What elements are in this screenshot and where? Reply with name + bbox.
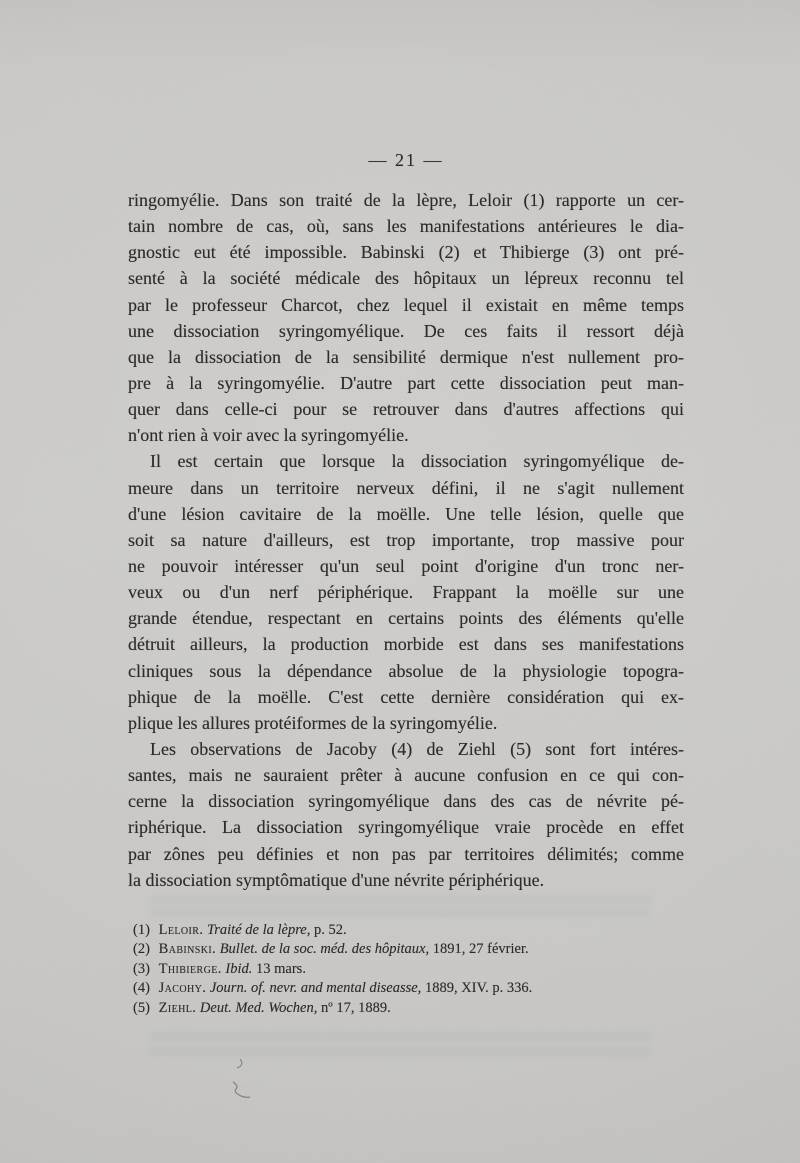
footnote-detail: 1889, XIV. p. 336. [424, 980, 533, 997]
text-line: tain nombre de cas, où, sans les manifestations antérieures le dia- [128, 216, 684, 237]
bleed-through-ghost [150, 895, 650, 904]
text-line: grande étendue, respectant en certains points des éléments qu'elle [128, 608, 684, 629]
text-line: par zônes peu définies et non pas par territoires délimités; comme [128, 843, 684, 864]
footnote-number: (3) [133, 960, 150, 977]
text-line: santes, mais ne sauraient prêter à aucune confusion en ce qui con- [128, 765, 684, 786]
footnote-author: Leloir. [158, 922, 204, 938]
text-line: riphérique. La dissociation syringomyélique vraie procède en effet [128, 817, 684, 838]
text-line: soit sa nature d'ailleurs, est trop importante, trop massive pour [128, 529, 684, 550]
text-line: cerne la dissociation syringomyélique dans des cas de névrite pé- [128, 791, 684, 812]
footnote-author: Jacohy. [158, 980, 207, 997]
body-text-block [128, 187, 684, 893]
text-line: phique de la moëlle. C'est cette dernière considération qui ex- [128, 686, 684, 707]
text-line: que la dissociation de la sensibilité dermique n'est nullement pro- [128, 346, 684, 367]
footnote-1 [133, 921, 693, 940]
bleed-through-ghost [150, 1047, 650, 1056]
footnote-detail: p. 52. [313, 922, 347, 938]
text-line: la dissociation symptômatique d'une névrite périphérique. [128, 869, 545, 890]
text-line: plique les allures protéiformes de la syringomyélie. [128, 712, 498, 733]
bleed-through-ghost [150, 908, 650, 917]
page-number: — 21 — [368, 150, 444, 170]
footnote-number: (5) [133, 999, 150, 1016]
footnote-title: Journ. of. nevr. and mental diseasse, [209, 980, 422, 997]
footnote-author: Babinski. [158, 941, 217, 958]
footnote-detail: 1891, 27 février. [432, 941, 529, 958]
text-line: veux ou d'un nerf périphérique. Frappant la moëlle sur une [128, 582, 684, 603]
text-line: Il est certain que lorsque la dissociation syringomyélique de- [150, 451, 684, 472]
text-line: gnostic eut été impossible. Babinski (2) et Thibierge (3) ont pré- [128, 242, 684, 263]
footnote-detail: nº 17, 1889. [320, 999, 391, 1016]
footnote-5 [133, 999, 693, 1018]
footnote-number: (2) [133, 941, 150, 958]
text-line: ringomyélie. Dans son traité de la lèpre, Leloir (1) rapporte un cer- [128, 190, 684, 210]
footnote-number: (1) [133, 922, 150, 938]
text-line: ne pouvoir intéresser qu'un seul point d'origine d'un tronc ner- [128, 555, 684, 576]
text-line: détruit ailleurs, la production morbide est dans ses manifestations [128, 634, 684, 655]
text-line: Les observations de Jacoby (4) de Ziehl (5) sont fort intéres- [150, 738, 684, 759]
text-line: senté à la société médicale des hôpitaux un lépreux reconnu tel [128, 268, 684, 289]
text-line: n'ont rien à voir avec la syringomyélie. [128, 425, 409, 446]
paragraph-1 [128, 187, 684, 448]
text-line: par le professeur Charcot, chez lequel il existait en même temps [128, 294, 684, 315]
text-line: meure dans un territoire nerveux défini, il ne s'agit nullement [128, 477, 684, 498]
footnote-3 [133, 960, 693, 979]
text-line: d'une lésion cavitaire de la moëlle. Une telle lésion, quelle que [128, 503, 684, 524]
footnote-detail: 13 mars. [256, 960, 306, 977]
text-line: une dissociation syringomyélique. De ces faits il ressort déjà [128, 320, 684, 341]
footnotes-block [133, 921, 693, 1018]
footnote-title: Deut. Med. Wochen, [199, 999, 318, 1016]
text-line: quer dans celle-ci pour se retrouver dans d'autres affections qui [128, 399, 684, 420]
footnote-4 [133, 979, 693, 998]
text-line: cliniques sous la dépendance absolue de la physiologie topogra- [128, 660, 684, 681]
footnote-number: (4) [133, 980, 150, 997]
footnote-2 [133, 940, 693, 959]
bleed-through-ghost [150, 1032, 650, 1041]
footnote-author: Ziehl. [158, 999, 197, 1016]
paragraph-2 [128, 448, 684, 736]
text-line: pre à la syringomyélie. D'autre part cette dissociation peut man- [128, 372, 684, 393]
footnote-author: Thibierge. [158, 960, 222, 977]
footnote-title: Traité de la lèpre, [206, 922, 311, 938]
paragraph-3 [128, 736, 684, 893]
footnote-title: Bullet. de la soc. méd. des hôpitaux, [219, 941, 430, 958]
footnote-title: Ibid. [225, 960, 253, 977]
